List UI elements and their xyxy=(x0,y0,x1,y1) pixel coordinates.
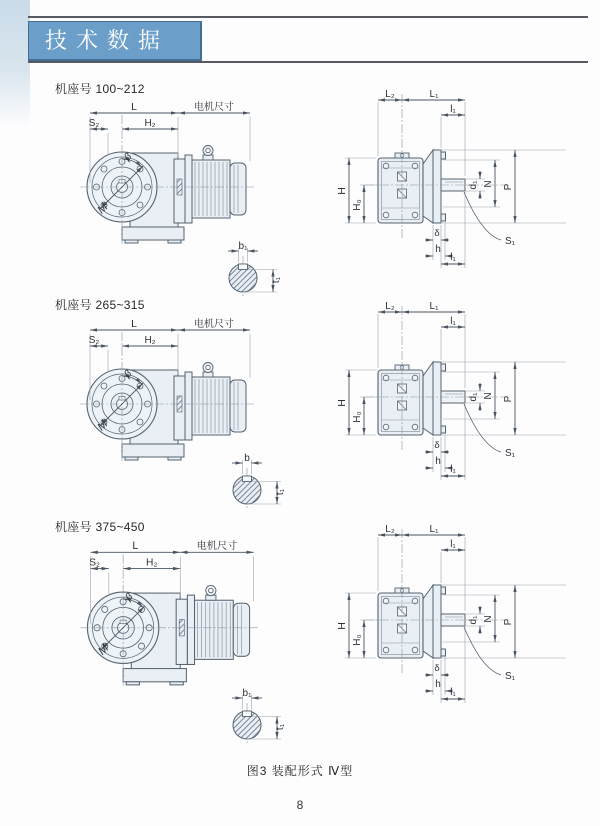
dim-l1-top: l₁ xyxy=(450,316,456,327)
dim-S2: S₂ xyxy=(88,335,100,346)
dim-H2: H₂ xyxy=(146,557,158,569)
shaft-section-drawing xyxy=(217,687,302,749)
section-heading: 机座号 100~212 xyxy=(55,82,145,96)
dim-S2: S₂ xyxy=(89,557,100,569)
dim-H2: H₂ xyxy=(144,118,156,129)
label-M: M xyxy=(95,418,111,434)
dim-t: t₁ xyxy=(275,488,286,496)
page-number: 8 xyxy=(296,798,304,812)
dim-L1: L₁ xyxy=(429,301,439,312)
dim-motor-size: 电机尺寸 xyxy=(194,102,234,113)
dim-L: L xyxy=(131,318,137,330)
front-view-art xyxy=(80,552,260,687)
label-M: M xyxy=(96,642,112,658)
dim-l1-bottom: l₁ xyxy=(450,464,456,475)
dim-S1: S₁ xyxy=(505,448,516,459)
dim-motor-size: 电机尺寸 xyxy=(196,541,238,553)
title-banner xyxy=(28,21,202,61)
label-beta: β xyxy=(122,151,135,164)
side-view-drawing xyxy=(335,523,570,708)
shaft-section-art xyxy=(232,695,281,745)
front-view-drawing xyxy=(78,99,303,249)
dim-motor-size: 电机尺寸 xyxy=(194,319,234,330)
dim-H: H xyxy=(336,187,348,195)
dim-l1-top: l₁ xyxy=(450,539,456,550)
dim-S1: S₁ xyxy=(505,236,516,247)
dim-L2: L₂ xyxy=(385,524,395,535)
header-rule-bottom xyxy=(28,61,588,63)
dim-delta: δ xyxy=(434,440,440,451)
side-view-art xyxy=(345,529,566,703)
dim-L1: L₁ xyxy=(429,89,439,100)
section-heading: 机座号 265~315 xyxy=(55,298,145,312)
dim-b: b xyxy=(244,453,250,464)
dim-delta: δ xyxy=(434,228,440,239)
dim-b: b₁ xyxy=(242,688,252,699)
dim-t: t₁ xyxy=(271,276,282,284)
front-view-drawing xyxy=(78,316,303,466)
dim-h: h xyxy=(435,244,441,255)
dim-L1: L₁ xyxy=(429,524,439,535)
front-view-art xyxy=(80,113,256,245)
dim-N: N xyxy=(483,615,494,623)
section-heading: 机座号 375~450 xyxy=(55,520,145,534)
dim-H0: H₀ xyxy=(352,634,363,646)
dim-b: b₁ xyxy=(238,241,248,252)
dim-d1: d₁ xyxy=(468,615,479,625)
side-view-art xyxy=(345,94,566,268)
dim-h: h xyxy=(435,456,441,467)
dim-t: t₁ xyxy=(275,723,286,731)
dim-H2: H₂ xyxy=(144,335,156,346)
front-view-drawing xyxy=(78,538,308,691)
label-beta: β xyxy=(122,368,135,381)
dim-L: L xyxy=(132,540,139,553)
label-beta: β xyxy=(123,591,136,604)
dim-d1: d₁ xyxy=(468,392,479,402)
side-view-art xyxy=(345,306,566,480)
dim-H0: H₀ xyxy=(352,199,363,211)
dim-l1-bottom: l₁ xyxy=(450,687,456,698)
dim-d1: d₁ xyxy=(468,180,479,190)
dim-H: H xyxy=(336,399,348,407)
dim-l1-bottom: l₁ xyxy=(450,252,456,263)
dim-L2: L₂ xyxy=(385,301,395,312)
dim-P: P xyxy=(503,395,514,403)
page-title: 技术数据 xyxy=(45,28,170,53)
side-view-drawing xyxy=(335,300,570,485)
dim-L: L xyxy=(131,101,137,113)
shaft-section-art xyxy=(232,460,281,510)
figure-caption: 图3 装配形式 Ⅳ型 xyxy=(246,764,354,778)
dim-N: N xyxy=(483,180,494,188)
dim-S2: S₂ xyxy=(88,118,100,129)
front-view-art xyxy=(80,330,256,462)
dim-H0: H₀ xyxy=(352,411,363,423)
shaft-section-drawing xyxy=(213,240,298,302)
dim-h: h xyxy=(435,679,441,690)
dim-l1-top: l₁ xyxy=(450,104,456,115)
shaft-section-art xyxy=(228,248,277,298)
dim-L2: L₂ xyxy=(385,89,395,100)
shaft-section-drawing xyxy=(217,452,302,514)
dim-P: P xyxy=(503,618,514,626)
scan-corner-wash xyxy=(0,0,30,128)
dim-H: H xyxy=(336,622,348,630)
dim-delta: δ xyxy=(434,663,440,674)
dim-S1: S₁ xyxy=(505,671,516,682)
dim-N: N xyxy=(483,392,494,400)
side-view-drawing xyxy=(335,88,570,273)
label-M: M xyxy=(95,201,111,217)
header-rule-top xyxy=(28,16,588,18)
dim-P: P xyxy=(503,183,514,191)
